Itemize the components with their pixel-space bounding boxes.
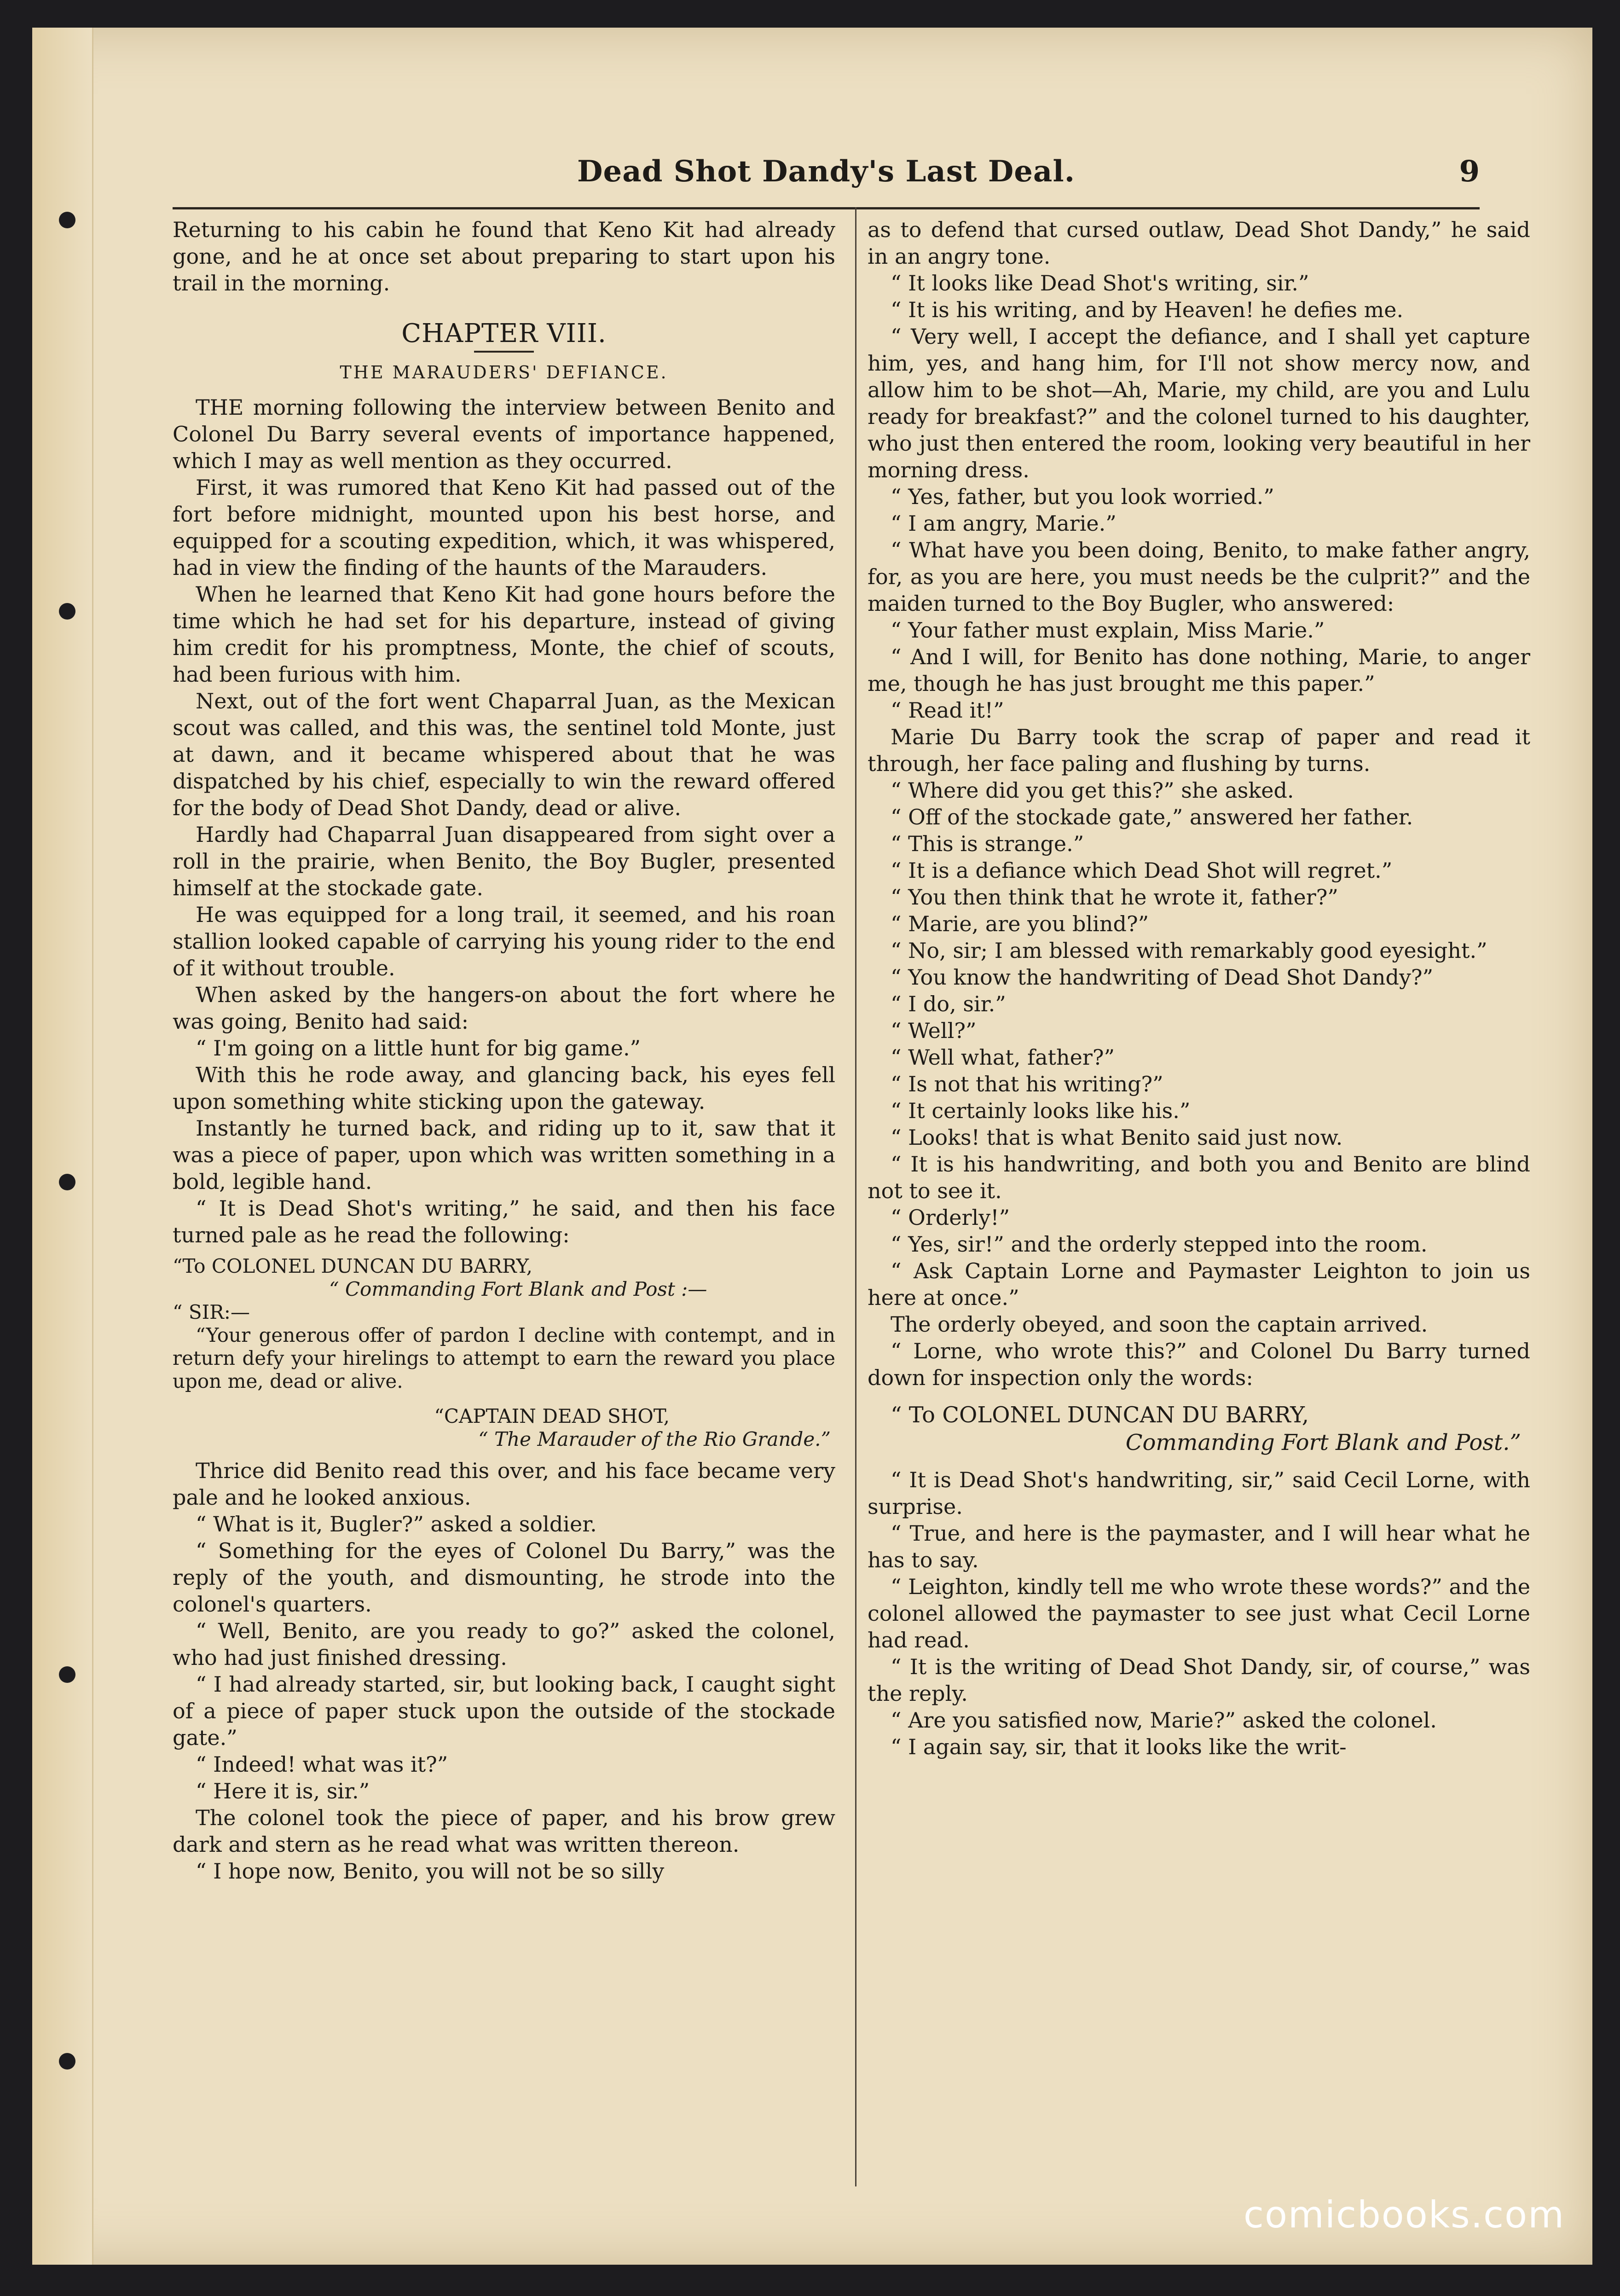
letter-signature-title: “ The Marauder of the Rio Grande.” (478, 1428, 831, 1450)
paragraph: “ I'm going on a little hunt for big game.” (196, 1036, 641, 1061)
intro-paragraph: Returning to his cabin he found that Keno Kit had already gone, and he at once set about preparing to start upon his trail in the morning. (173, 217, 835, 296)
paragraph: “ It is his writing, and by Heaven! he defies me. (891, 297, 1404, 322)
paragraph: “ Well what, father?” (891, 1045, 1115, 1070)
quoted-address (868, 1401, 1530, 1456)
paragraph: Marie Du Barry took the scrap of paper and read it through, her face paling and flushing by turns. (868, 725, 1530, 776)
paragraph: “ Your father must explain, Miss Marie.” (891, 618, 1325, 643)
paragraph: “ Lorne, who wrote this?” and Colonel Du Barry turned down for inspection only the words: (868, 1339, 1530, 1390)
paragraph: He was equipped for a long trail, it seemed, and his roan stallion looked capable of carrying his young rider to the end of it without trouble. (173, 902, 835, 980)
left-column (173, 216, 835, 2196)
paragraph: “ It looks like Dead Shot's writing, sir.” (891, 271, 1309, 296)
paragraph: “ True, and here is the paymaster, and I will hear what he has to say. (868, 1521, 1530, 1572)
paragraph: The colonel took the piece of paper, and his brow grew dark and stern as he read what was written thereon. (173, 1805, 835, 1857)
paragraph: “ Something for the eyes of Colonel Du Barry,” was the reply of the youth, and dismounting, he strode into the colonel's quarters. (173, 1538, 835, 1617)
running-head-title: Dead Shot Dandy's Last Deal. (577, 154, 1075, 189)
paragraph: “ I again say, sir, that it looks like the writ- (891, 1734, 1347, 1759)
staple-hole (59, 1174, 75, 1190)
paragraph: “ What is it, Bugler?” asked a soldier. (196, 1512, 597, 1536)
paragraph: “ I had already started, sir, but looking back, I caught sight of a piece of paper stuck upon the outside of the stockade gate.” (173, 1672, 835, 1750)
letter-address-line2: “ Commanding Fort Blank and Post :— (329, 1278, 707, 1300)
page-binding (32, 28, 93, 2265)
paragraph: “ Ask Captain Lorne and Paymaster Leighton to join us here at once.” (868, 1258, 1530, 1310)
site-watermark: comicbooks.com (1243, 2193, 1565, 2236)
chapter-subtitle: THE MARAUDERS' DEFIANCE. (340, 362, 668, 383)
paragraph: “ It is a defiance which Dead Shot will regret.” (891, 858, 1393, 883)
paragraph: “ And I will, for Benito has done nothing, Marie, to anger me, though he has just brought me this paper.” (868, 644, 1530, 696)
paragraph: “ It is the writing of Dead Shot Dandy, sir, of course,” was the reply. (868, 1654, 1530, 1706)
paragraph: “ Leighton, kindly tell me who wrote these words?” and the colonel allowed the paymaster to see just what Cecil Lorne had read. (868, 1574, 1530, 1652)
staple-hole (59, 1666, 75, 1683)
column-divider (855, 207, 856, 2186)
paragraph: “ Marie, are you blind?” (891, 911, 1149, 936)
letter-address: “To COLONEL DUNCAN DU BARRY, (173, 1255, 533, 1277)
defiance-letter (173, 1255, 835, 1451)
paragraph: THE morning following the interview between Benito and Colonel Du Barry several events of importance happened, which I may as well mention as they occurred. (173, 395, 835, 473)
paragraph: “ I am angry, Marie.” (891, 511, 1117, 536)
paragraph: “ You then think that he wrote it, father?” (891, 885, 1338, 910)
header-rule (173, 207, 1480, 209)
paragraph: “ Looks! that is what Benito said just now. (891, 1125, 1343, 1150)
paragraph: “ No, sir; I am blessed with remarkably good eyesight.” (891, 938, 1487, 963)
paragraph: “ Very well, I accept the defiance, and I shall yet capture him, yes, and hang him, for I'll not show mercy now, and allow him to be shot—Ah, Marie, my child, are you and Lulu ready for breakfast?” and the colonel turned to his daughter, who just then entered the room, looking very beautiful in her morning dress. (868, 324, 1530, 482)
staple-hole (59, 212, 75, 228)
staple-hole (59, 2053, 75, 2070)
paragraph: “ Well, Benito, are you ready to go?” asked the colonel, who had just finished dressing. (173, 1618, 835, 1670)
paragraph: The orderly obeyed, and soon the captain arrived. (891, 1312, 1428, 1337)
chapter-title: CHAPTER VIII. (401, 319, 607, 348)
paragraph: “ Here it is, sir.” (196, 1779, 370, 1803)
paragraph: “ Yes, father, but you look worried.” (891, 484, 1274, 509)
letter-salutation: “ SIR:— (173, 1301, 250, 1323)
paragraph: Next, out of the fort went Chaparral Juan, as the Mexican scout was called, and this was, the sentinel told Monte, just at dawn, and it became whispered about that he was dispatched by his chief, especially to win the reward offered for the body of Dead Shot Dandy, dead or alive. (173, 689, 835, 820)
paragraph: “ It is Dead Shot's handwriting, sir,” said Cecil Lorne, with surprise. (868, 1467, 1530, 1519)
paragraph: “ Read it!” (891, 698, 1004, 723)
paragraph: “ You know the handwriting of Dead Shot Dandy?” (891, 965, 1434, 990)
paragraph: Instantly he turned back, and riding up to it, saw that it was a piece of paper, upon which was written something in a bold, legible hand. (173, 1116, 835, 1194)
paragraph: “ This is strange.” (891, 831, 1084, 856)
paragraph: “ Yes, sir!” and the orderly stepped into the room. (891, 1232, 1428, 1257)
paragraph: “ I hope now, Benito, you will not be so silly (196, 1859, 665, 1884)
chapter-rule (474, 351, 534, 353)
letter-body: “Your generous offer of pardon I decline with contempt, and in return defy your hirelings to attempt to earn the reward you place upon me, dead or alive. (173, 1324, 835, 1392)
paragraph: “ Orderly!” (891, 1205, 1010, 1230)
paragraph: “ It certainly looks like his.” (891, 1098, 1191, 1123)
quote-line: “ To COLONEL DUNCAN DU BARRY, (891, 1402, 1309, 1428)
paragraph: Hardly had Chaparral Juan disappeared from sight over a roll in the prairie, when Benito, the Boy Bugler, presented himself at the stockade gate. (173, 822, 835, 900)
paragraph: “ What have you been doing, Benito, to make father angry, for, as you are here, you must needs be the culprit?” and the maiden turned to the Boy Bugler, who answered: (868, 538, 1530, 616)
paragraph: “ Well?” (891, 1018, 977, 1043)
letter-signature: “CAPTAIN DEAD SHOT, (434, 1405, 670, 1427)
right-column (868, 216, 1530, 2196)
paragraph: First, it was rumored that Keno Kit had passed out of the fort before midnight, mounted upon his best horse, and equipped for a scouting expedition, which, it was whispered, had in view the finding of the haunts of the Marauders. (173, 475, 835, 580)
paragraph: Thrice did Benito read this over, and his face became very pale and he looked anxious. (173, 1458, 835, 1510)
paragraph: “ Indeed! what was it?” (196, 1752, 448, 1777)
paragraph: “ It is his handwriting, and both you and Benito are blind not to see it. (868, 1152, 1530, 1203)
paragraph: “ Off of the stockade gate,” answered her father. (891, 805, 1413, 829)
staple-hole (59, 603, 75, 620)
paragraph: “ I do, sir.” (891, 991, 1006, 1016)
paragraph: “ Is not that his writing?” (891, 1072, 1163, 1096)
paragraph: “ Are you satisfied now, Marie?” asked the colonel. (891, 1708, 1437, 1733)
paragraph: “ It is Dead Shot's writing,” he said, and then his face turned pale as he read the following: (173, 1196, 835, 1247)
paragraph: as to defend that cursed outlaw, Dead Shot Dandy,” he said in an angry tone. (868, 217, 1530, 269)
page-number: 9 (1459, 154, 1480, 189)
paragraph: “ Where did you get this?” she asked. (891, 778, 1294, 803)
paragraph: When asked by the hangers-on about the fort where he was going, Benito had said: (173, 982, 835, 1034)
paragraph: When he learned that Keno Kit had gone hours before the time which he had set for his departure, instead of giving him credit for his promptness, Monte, the chief of scouts, had been furious with him. (173, 582, 835, 687)
paragraph: With this he rode away, and glancing back, his eyes fell upon something white sticking upon the gateway. (173, 1062, 835, 1114)
quote-line: Commanding Fort Blank and Post.” (1125, 1430, 1521, 1455)
magazine-page (32, 28, 1592, 2265)
